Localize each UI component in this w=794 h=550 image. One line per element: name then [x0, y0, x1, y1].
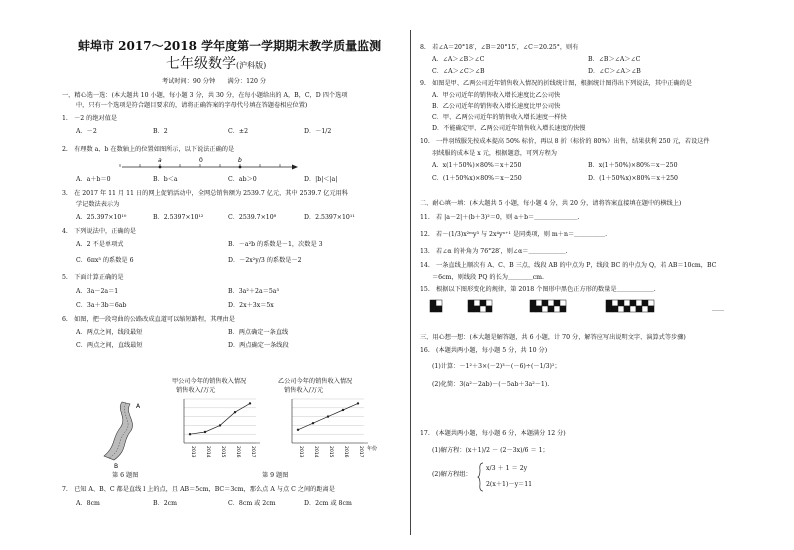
white-square — [480, 306, 486, 312]
q2-option-b: B．b＜a — [153, 176, 178, 183]
black-square — [618, 300, 624, 306]
q7-option-c: C．8cm 或 2cm — [228, 500, 276, 507]
q8-stem: 8. 若∠A＝20°18′，∠B＝20°15′，∠C＝20.25°，则有 — [420, 44, 579, 51]
q6-option-b: B．两点确定一条直线 — [228, 329, 289, 336]
white-square — [542, 306, 548, 312]
data-point — [297, 429, 299, 431]
white-square — [630, 306, 636, 312]
number-line-ticks — [120, 164, 280, 167]
black-square — [536, 306, 542, 312]
q1-option-a: A．－2 — [76, 128, 97, 135]
q16-stem: 16. (本题共两小题，每小题 5 分，共 10 分) — [420, 347, 548, 354]
part3-heading: 三、用心想一想：(本大题是解答题，共 6 小题，计 70 分，解答应写出说明文字、演算式等步骤) — [420, 334, 686, 341]
black-square — [430, 306, 436, 312]
white-square — [560, 300, 566, 306]
equation-brace — [478, 462, 484, 492]
black-square — [542, 300, 548, 306]
black-square — [612, 306, 618, 312]
label-b: b — [238, 157, 242, 164]
q2-option-c: C．ab＞0 — [228, 176, 257, 183]
q6-option-a: A．两点之间，线段最短 — [76, 329, 143, 336]
q2-stem: 2. 有理数 a、b 在数轴上的位置如图所示，以下说法正确的是 — [62, 146, 235, 153]
q6-stem: 6. 如图，把一段弯曲的公路改成直道可以缩短路程，其理由是 — [62, 316, 235, 323]
x-tick-label: 2015 — [220, 446, 225, 458]
exam-info: 考试时间：90 分钟 满分：120 分 — [162, 78, 267, 85]
q3-option-d: D．2.5397×10¹¹ — [304, 214, 355, 221]
q8-option-a: A．∠A＞∠B＞∠C — [432, 56, 485, 63]
q11-blank[interactable]: ＿＿＿＿＿＿＿. — [534, 214, 580, 221]
label-a: a — [158, 157, 162, 164]
square-pattern-figure — [430, 298, 730, 316]
x-tick-label: 2013 — [190, 446, 195, 458]
q9-option-b: B．乙公司近年的销售收入增长速度比甲公司快 — [432, 103, 561, 110]
q12-text: 12. 若－(1/3)x²ᵐy³ 与 2x⁴yⁿ⁺¹ 是同类项，则 m＋n＝ — [420, 231, 575, 238]
black-square — [468, 306, 474, 312]
q15-text: 15. 根据以下图形变化的规律，第 2018 个图形中黑色正方形的数量是 — [420, 286, 617, 293]
q2-option-d: D．|b|＜|a| — [304, 176, 338, 183]
q6-option-d: D．两点确定一条线段 — [228, 342, 289, 349]
q12-blank[interactable]: ＿＿＿＿＿. — [574, 231, 608, 238]
q9-stem: 9. 如图是甲、乙两公司近年销售收入情况的折线统计图，根据统计图得出下列说法，其中正确的是 — [420, 80, 692, 87]
road-shape — [104, 402, 133, 460]
white-square — [624, 300, 630, 306]
x-tick-label: 2017 — [358, 446, 363, 458]
data-point — [189, 433, 191, 435]
q13 — [420, 248, 568, 255]
q5-option-b: B．3a²＋2a＝5a³ — [228, 288, 279, 295]
q10-option-c: C．(1＋50%x)×80%＝x－250 — [432, 175, 522, 182]
chart1-title: 甲公司今年的销售收入情况 — [172, 378, 247, 385]
q13-text: 13. 若∠α 的补角为 76°28′，则∠α＝ — [420, 248, 529, 255]
number-line-figure — [120, 156, 300, 174]
q3-option-a: A．25.397×10¹⁰ — [76, 214, 127, 221]
black-square — [624, 306, 630, 312]
column-divider — [410, 30, 411, 535]
data-point — [234, 411, 236, 413]
number-line-arrow — [292, 165, 298, 170]
x-tick-label: 2016 — [343, 446, 348, 458]
q17-1: (1)解方程：(x＋1)/2 － (2－3x)/6 ＝ 1； — [432, 447, 549, 454]
black-square — [468, 300, 474, 306]
q16-2: (2)化简：3(a²－2ab)－(－5ab＋3a²－1). — [432, 381, 550, 388]
q14: 14. 一条直线上顺次有 A、C、B 三点，线段 AB 的中点为 P，线段 BC 的中点为 Q，若 AB＝10cm，BC — [420, 262, 717, 269]
fig-label-a: A — [136, 403, 141, 410]
q2-option-a: A．a＋b＝0 — [76, 176, 111, 183]
point-a — [159, 166, 162, 169]
white-square — [642, 306, 648, 312]
chart2-ylabel: 销售收入/万元 — [284, 387, 324, 394]
q8-option-b: B．∠B＞∠A＞∠C — [588, 56, 641, 63]
x-tick-label: 2014 — [313, 446, 318, 458]
q8-option-c: C．∠A＞∠C＞∠B — [432, 68, 485, 75]
data-point — [312, 422, 314, 424]
q1-stem: 1. －2 的绝对值是 — [62, 115, 118, 122]
part2-heading: 二、耐心填一填：(本大题共 5 小题，每小题 4 分，共 20 分，请将答案直接填在题中的横线上) — [420, 200, 682, 207]
q3-stem-2: 学记数法表示为 — [76, 201, 120, 208]
q7-option-b: B．2cm — [153, 500, 178, 507]
q14-text2: ＝6cm，则线段 PQ 的长为 — [432, 274, 508, 281]
q5-option-c: C．3a＋3b＝6ab — [76, 302, 127, 309]
subject-name: 七年级数学 — [166, 56, 236, 72]
q5-option-a: A．3a－2a＝1 — [76, 288, 119, 295]
black-square — [430, 300, 436, 306]
data-point — [249, 402, 251, 404]
q17-2-eq1: x/3 ＋ 1 ＝ 2y — [486, 465, 528, 472]
q4-option-a: A．2 不是单项式 — [76, 241, 124, 248]
q10-option-d: D．(1＋50%x)×80%＝x＋250 — [588, 175, 678, 182]
white-square — [436, 300, 442, 306]
q4-option-c: C．6πx³ 的系数是 6 — [76, 257, 134, 264]
q6-option-c: C．两点之间，直线最短 — [76, 342, 143, 349]
subject-edition: (沪科版) — [236, 61, 267, 70]
point-b — [239, 166, 242, 169]
fig6-caption: 第 6 题图 — [112, 472, 139, 479]
q3-stem: 3. 在 2017 年 11 月 11 日的网上促销活动中，全网总销售额为 2539.7 亿元，其中 2539.7 亿元用科 — [62, 190, 348, 197]
black-square — [474, 306, 480, 312]
fig-label-b: B — [114, 463, 119, 470]
data-point — [357, 402, 359, 404]
q14-unit: cm. — [532, 274, 545, 281]
white-square — [474, 300, 480, 306]
q11-text: 11. 若 |a－2|＋(b＋3)²＝0，则 a＋b＝ — [420, 214, 535, 221]
q17-2: (2)解方程组： — [432, 471, 472, 478]
q9-option-c: C．甲、乙两公司近年的销售收入增长速度一样快 — [432, 114, 567, 121]
black-square — [642, 300, 648, 306]
white-square — [548, 300, 554, 306]
x-tick-label: 2013 — [298, 446, 303, 458]
q3-option-b: B．2.5397×10¹² — [153, 214, 204, 221]
part1-heading: 一、精心选一选：(本大题共 10 小题，每小题 3 分，共 30 分，在每小题给出的 A，B，C，D 四个选项 — [62, 92, 348, 99]
q17-2-eq2: 2(x＋1)－y＝11 — [486, 481, 533, 488]
black-square — [436, 306, 442, 312]
black-square — [530, 306, 536, 312]
subject-title — [166, 56, 266, 74]
q4-option-d: D．－2x²y/3 的系数是－2 — [228, 257, 302, 264]
black-square — [548, 306, 554, 312]
q12 — [420, 231, 607, 238]
q4-stem: 4. 下列说法中，正确的是 — [62, 228, 136, 235]
q1-option-b: B．2 — [153, 128, 168, 135]
white-square — [648, 300, 654, 306]
x-tick-label: 2016 — [235, 446, 240, 458]
q10-stem: 10. 一件羽绒服先按成本提高 50% 标价，再以 8 折（标价的 80%）出售，结果获利 250 元，若设这件 — [420, 138, 710, 145]
pattern-ellipsis: …… — [712, 306, 724, 313]
q4-option-b: B．－a²b 的系数是－1，次数是 3 — [228, 241, 323, 248]
label-0: 0 — [199, 157, 203, 164]
q7-stem: 7. 已知 A、B、C 都是直线 l 上的点，且 AB＝5cm，BC＝3cm，那么点 A 与点 C 之间的距离是 — [62, 486, 335, 493]
q3-option-c: C．2539.7×10⁸ — [228, 214, 277, 221]
exam-title: 蚌埠市 2017～2018 学年度第一学期期末教学质量监测 — [78, 39, 382, 53]
q15 — [420, 286, 656, 293]
q5-stem: 5. 下面计算正确的是 — [62, 274, 124, 281]
q16-1: (1)计算：－1²＋3×(－2)³－(－6)÷(－1/3)²； — [432, 363, 561, 370]
black-square — [560, 306, 566, 312]
q7-option-d: D．2cm 或 8cm — [304, 500, 352, 507]
q7-option-a: A．8cm — [76, 500, 100, 507]
white-square — [618, 306, 624, 312]
q14-blank[interactable]: ＿＿＿＿ — [507, 274, 533, 281]
white-square — [486, 300, 492, 306]
chart1-svg — [176, 395, 261, 457]
black-square — [606, 306, 612, 312]
fig9-caption: 第 9 题图 — [262, 472, 289, 479]
white-square — [536, 300, 542, 306]
q10-stem-2: 羽绒服的成本是 x 元，根据题意，可列方程为 — [432, 150, 557, 157]
q11 — [420, 214, 580, 221]
white-square — [554, 306, 560, 312]
series-line — [190, 403, 250, 434]
data-point — [219, 424, 221, 426]
q17-stem: 17. (本题共两小题，每小题 6 分，本题满分 12 分) — [420, 430, 566, 437]
q9-option-a: A．甲公司近年的销售收入增长速度比乙公司快 — [432, 92, 561, 99]
data-point — [342, 409, 344, 411]
q9-option-d: D．不能确定甲、乙两公司近年销售收入增长速度的快慢 — [432, 125, 586, 132]
x-axis-label: 年份 — [367, 446, 378, 452]
road-figure — [100, 400, 150, 470]
black-square — [636, 306, 642, 312]
data-point — [204, 431, 206, 433]
chart2-svg — [284, 395, 378, 458]
q14-line2 — [432, 274, 544, 281]
q1-option-c: C．±2 — [228, 128, 249, 135]
q10-option-b: B．x(1＋50%)×80%＝x－250 — [588, 162, 678, 169]
black-square — [486, 306, 492, 312]
q1-option-d: D．－1/2 — [304, 128, 332, 135]
x-tick-label: 2014 — [205, 446, 210, 458]
white-square — [612, 300, 618, 306]
black-square — [606, 300, 612, 306]
chart2-title: 乙公司今年的销售收入情况 — [278, 378, 353, 385]
q13-blank[interactable]: ＿＿＿＿＿＿. — [528, 248, 568, 255]
white-square — [636, 300, 642, 306]
black-square — [554, 300, 560, 306]
black-square — [530, 300, 536, 306]
chart1-ylabel: 销售收入/万元 — [176, 387, 216, 394]
x-tick-label: 2017 — [250, 446, 255, 458]
black-square — [480, 300, 486, 306]
black-square — [630, 300, 636, 306]
q10-option-a: A．x(1＋50%)×80%＝x＋250 — [432, 162, 522, 169]
x-tick-label: 2015 — [328, 446, 333, 458]
data-point — [327, 415, 329, 417]
black-square — [648, 306, 654, 312]
q5-option-d: D．2x＋3x＝5x — [228, 302, 274, 309]
q8-option-d: D．∠C＞∠A＞∠B — [588, 68, 641, 75]
q15-blank[interactable]: ＿＿＿＿＿＿. — [616, 286, 656, 293]
part1-heading-2: 中，只有一个选项是符合题目要求的，请将正确答案的字母代号填在答题卷相应位置) — [76, 102, 308, 109]
